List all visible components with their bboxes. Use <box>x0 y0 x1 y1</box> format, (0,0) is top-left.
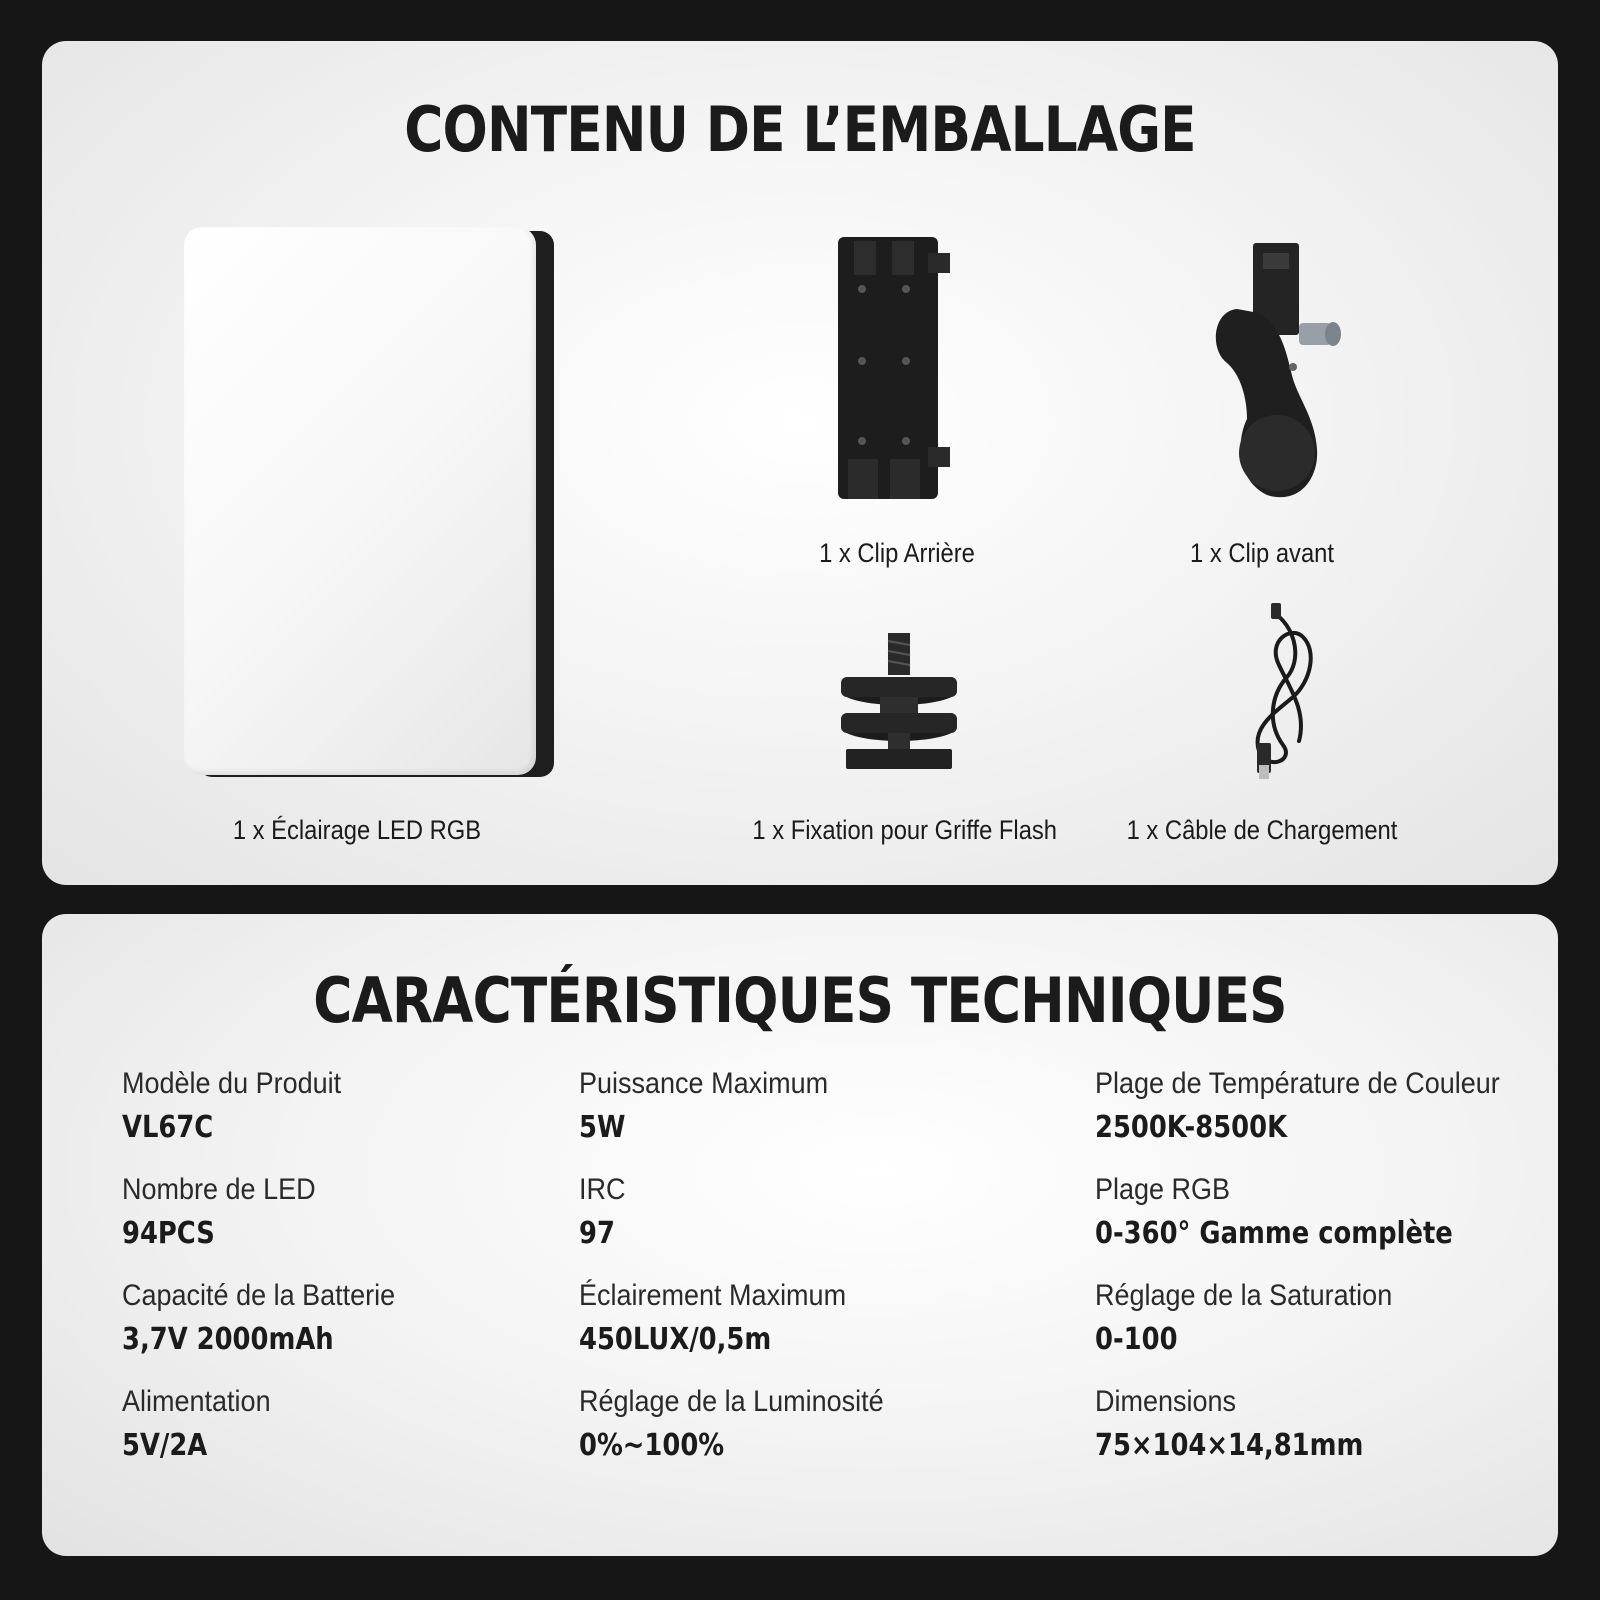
spec-value: 94PCS <box>122 1216 215 1251</box>
cold-shoe-mount-image <box>832 631 968 773</box>
spec-value: 97 <box>579 1216 615 1251</box>
spec-column <box>1095 1064 1545 1488</box>
caption-front-clip: 1 x Clip avant <box>1190 538 1334 568</box>
spec-item <box>122 1170 426 1276</box>
spec-value: 3,7V 2000mAh <box>122 1322 334 1357</box>
caption-cold-shoe-mount: 1 x Fixation pour Griffe Flash <box>752 815 1058 845</box>
caption-rear-clip: 1 x Clip Arrière <box>819 538 975 568</box>
led-panel-image <box>184 227 554 777</box>
caption-charging-cable: 1 x Câble de Chargement <box>1126 815 1398 845</box>
spec-label: IRC <box>579 1173 626 1206</box>
technical-specs-card <box>42 914 1558 1556</box>
spec-value: 75×104×14,81mm <box>1095 1428 1364 1463</box>
spec-item <box>579 1170 918 1276</box>
spec-label: Réglage de la Luminosité <box>579 1385 884 1418</box>
spec-item <box>122 1064 426 1170</box>
spec-item <box>1095 1382 1545 1488</box>
spec-column <box>579 1064 918 1488</box>
spec-column <box>122 1064 426 1488</box>
charging-cable-image <box>1237 601 1327 781</box>
spec-value: 450LUX/0,5m <box>579 1322 772 1357</box>
spec-label: Réglage de la Saturation <box>1095 1279 1393 1312</box>
spec-label: Plage RGB <box>1095 1173 1231 1206</box>
spec-item <box>122 1382 426 1488</box>
technical-specs-title: CARACTÉRISTIQUES TECHNIQUES <box>313 964 1287 1037</box>
spec-label: Modèle du Produit <box>122 1067 342 1100</box>
package-contents-title: CONTENU DE L’EMBALLAGE <box>404 93 1196 166</box>
caption-led-panel: 1 x Éclairage LED RGB <box>232 815 482 845</box>
spec-item <box>1095 1170 1545 1276</box>
spec-value: 5V/2A <box>122 1428 208 1463</box>
spec-value: VL67C <box>122 1110 214 1145</box>
spec-item <box>122 1276 426 1382</box>
spec-label: Plage de Température de Couleur <box>1095 1067 1500 1100</box>
rear-clip-image <box>832 231 962 507</box>
spec-value: 0-360° Gamme complète <box>1095 1216 1453 1251</box>
front-clip-image <box>1207 239 1357 501</box>
spec-label: Dimensions <box>1095 1385 1237 1418</box>
spec-value: 0-100 <box>1095 1322 1178 1357</box>
spec-label: Nombre de LED <box>122 1173 316 1206</box>
spec-label: Éclairement Maximum <box>579 1279 847 1312</box>
spec-item <box>579 1276 918 1382</box>
package-contents-card <box>42 41 1558 885</box>
spec-item <box>1095 1276 1545 1382</box>
spec-label: Capacité de la Batterie <box>122 1279 396 1312</box>
spec-item <box>579 1064 918 1170</box>
spec-value: 5W <box>579 1110 626 1145</box>
spec-value: 0%~100% <box>579 1428 725 1463</box>
spec-item <box>579 1382 918 1488</box>
spec-label: Alimentation <box>122 1385 271 1418</box>
spec-item <box>1095 1064 1545 1170</box>
spec-label: Puissance Maximum <box>579 1067 829 1100</box>
spec-value: 2500K-8500K <box>1095 1110 1288 1145</box>
